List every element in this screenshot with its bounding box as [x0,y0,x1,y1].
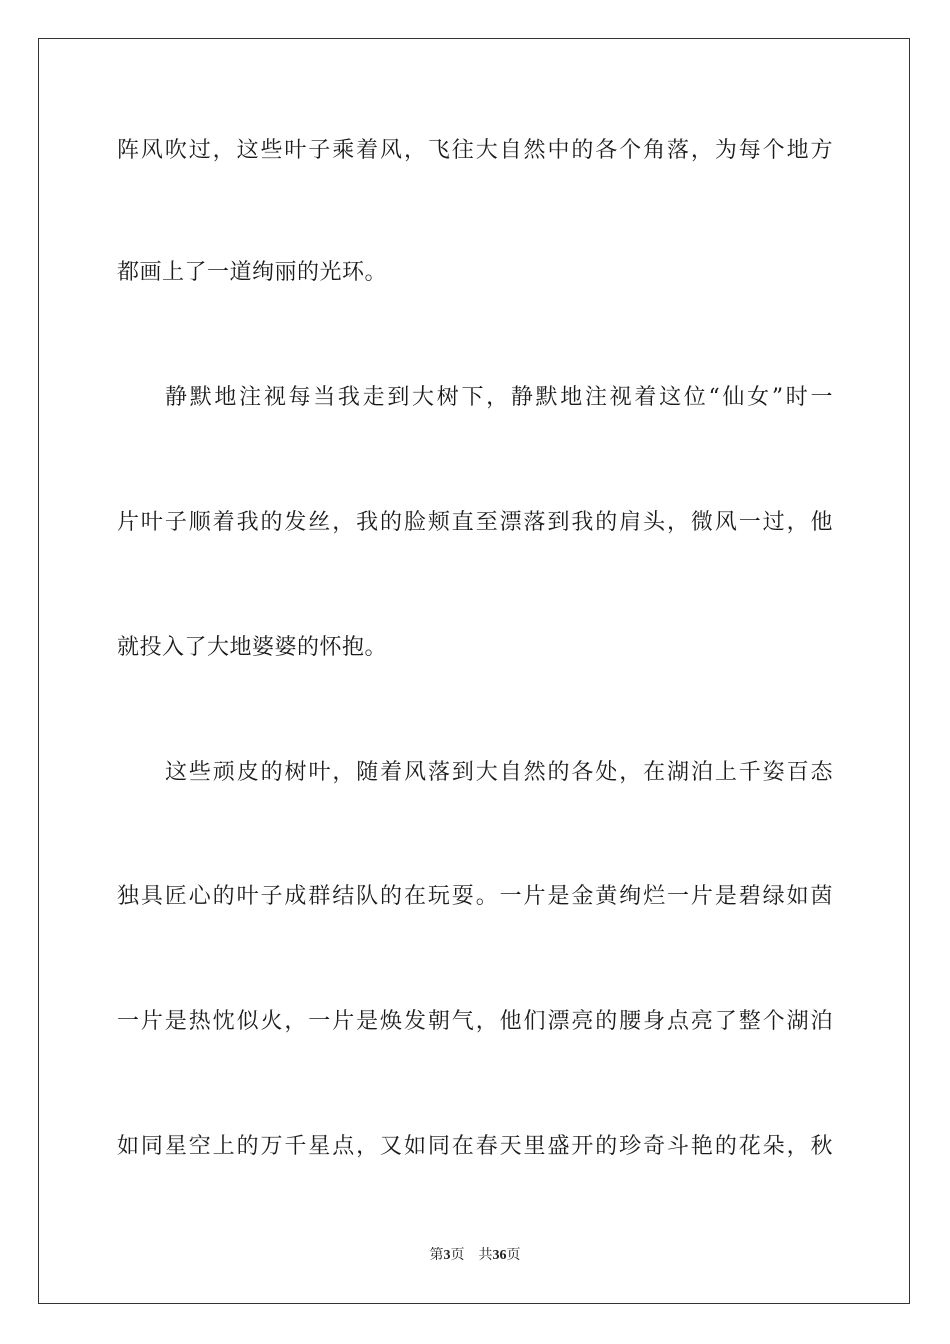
text-line-4: 片叶子顺着我的发丝，我的脸颊直至漂落到我的肩头，微风一过，他 [117,510,833,535]
total-prefix: 共 [478,1247,493,1263]
page-footer [0,1246,950,1265]
text-line-9: 如同星空上的万千星点，又如同在春天里盛开的珍奇斗艳的花朵，秋 [117,1134,833,1159]
total-suffix: 页 [506,1247,521,1263]
page-prefix: 第 [429,1247,444,1263]
text-line-6: 这些顽皮的树叶，随着风落到大自然的各处，在湖泊上千姿百态 [165,760,833,785]
text-line-1: 阵风吹过，这些叶子乘着风，飞往大自然中的各个角落，为每个地方 [117,138,833,163]
text-line-7: 独具匠心的叶子成群结队的在玩耍。一片是金黄绚烂一片是碧绿如茵 [117,884,833,909]
total-pages: 36 [492,1248,507,1263]
page-frame [38,38,910,1304]
text-line-2: 都画上了一道绚丽的光环。 [117,260,388,285]
text-line-3: 静默地注视每当我走到大树下，静默地注视着这位“仙女”时一 [165,385,833,410]
text-line-8: 一片是热忱似火，一片是焕发朝气，他们漂亮的腰身点亮了整个湖泊 [117,1009,833,1034]
text-line-5: 就投入了大地婆婆的怀抱。 [117,635,388,660]
page-number: 3 [443,1248,451,1263]
page-suffix: 页 [450,1247,465,1263]
